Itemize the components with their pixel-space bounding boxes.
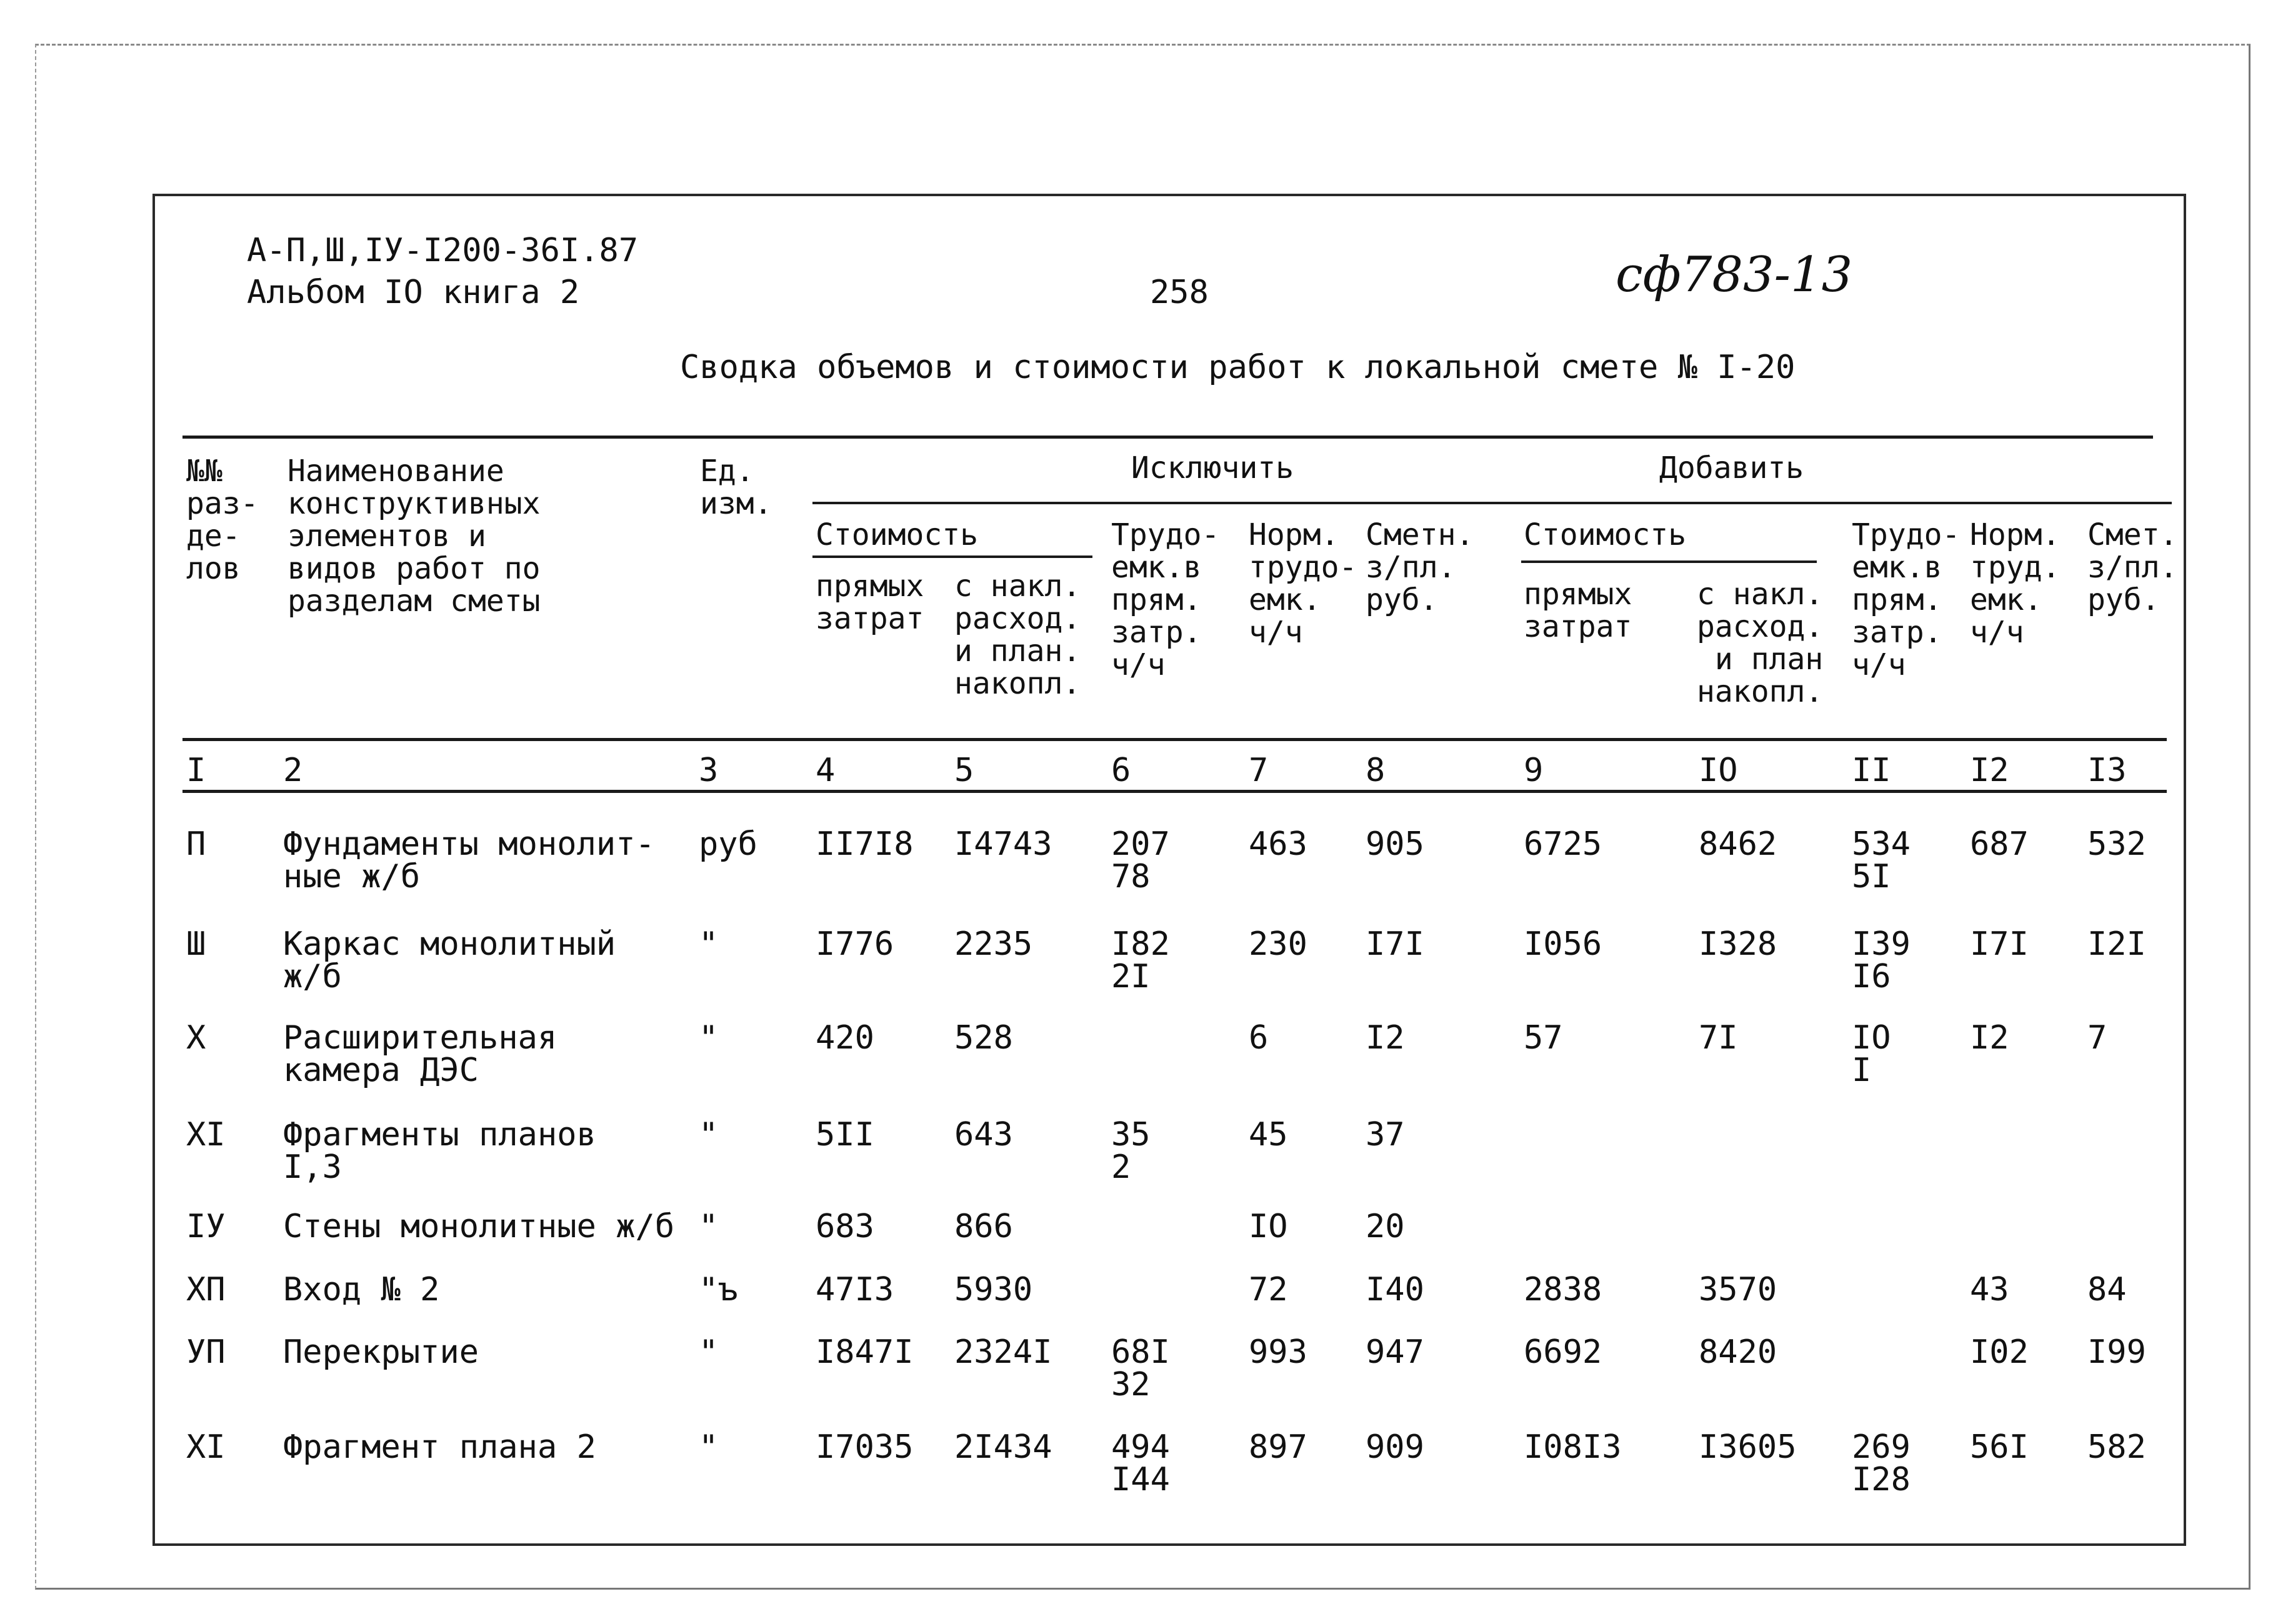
table-cell-c5: I4743 [954,825,1052,863]
table-cell-c1: П [186,825,206,863]
header-bottom-rule [182,738,2167,741]
table-cell-c2: Стены монолитные ж/б [283,1208,675,1245]
header-norm-add: Норм. труд. емк. ч/ч [1970,517,2061,650]
table-cell-c13: 7 [2087,1019,2107,1057]
header-add: Добавить [1659,451,1804,486]
column-number-rule [182,790,2167,793]
header-overhead-exclude: с накл. расход. и план. накопл. [954,569,1081,701]
table-cell-c11: I39 I6 [1852,925,1911,995]
table-cell-c3: " [699,1116,719,1153]
column-number: IO [1699,752,1738,789]
table-cell-c5: 2235 [954,925,1033,963]
table-cell-c7: 463 [1249,825,1307,863]
group-rule [812,502,2172,504]
table-cell-c7: IO [1249,1208,1288,1245]
table-cell-c9: I08I3 [1524,1428,1622,1466]
album-label: Альбом IO книга 2 [247,274,580,311]
header-overhead-add: с накл. расход. и план накопл. [1697,577,1824,709]
table-cell-c13: I99 [2087,1333,2146,1371]
header-unit: Ед. изм. [700,454,772,521]
table-cell-c9: 6692 [1524,1333,1602,1371]
header-labor-exclude: Трудо- емк.в прям. затр. ч/ч [1111,517,1220,682]
table-cell-c1: XI [186,1428,226,1466]
table-cell-c12: 687 [1970,825,2029,863]
table-cell-c3: руб [699,825,757,863]
table-cell-c10: 8420 [1699,1333,1777,1371]
table-cell-c7: 897 [1249,1428,1307,1466]
table-cell-c12: I7I [1970,925,2029,963]
table-cell-c8: 37 [1366,1116,1405,1153]
page-number: 258 [1150,274,1209,311]
table-cell-c4: II7I8 [816,825,914,863]
table-cell-c5: 2I434 [954,1428,1052,1466]
header-wage-add: Смет. з/пл. руб. [2087,517,2178,617]
table-cell-c3: "ъ [699,1271,738,1308]
table-cell-c12: I02 [1970,1333,2029,1371]
table-cell-c7: 72 [1249,1271,1288,1308]
table-cell-c10: I3605 [1699,1428,1797,1466]
table-cell-c2: Перекрытие [283,1333,479,1371]
table-cell-c4: I7035 [816,1428,914,1466]
table-cell-c6: 68I 32 [1111,1333,1170,1403]
table-cell-c7: 993 [1249,1333,1307,1371]
table-cell-c13: 84 [2087,1271,2127,1308]
table-cell-c9: 2838 [1524,1271,1602,1308]
table-cell-c4: 420 [816,1019,874,1057]
table-cell-c3: " [699,1428,719,1466]
column-number: I2 [1970,752,2009,789]
header-norm-exclude: Норм. трудо- емк. ч/ч [1249,517,1357,650]
table-cell-c6: I82 2I [1111,925,1170,995]
header-exclude: Исключить [1131,451,1294,486]
table-cell-c2: Фрагмент плана 2 [283,1428,596,1466]
table-cell-c8: 909 [1366,1428,1424,1466]
table-cell-c5: 5930 [954,1271,1033,1308]
table-top-rule [182,436,2153,439]
column-number: II [1852,752,1891,789]
table-cell-c1: Ш [186,925,206,963]
document-code: А-П,Ш,IУ-I200-36I.87 [247,232,639,269]
table-cell-c2: Фрагменты планов I,3 [283,1116,596,1186]
table-cell-c8: I2 [1366,1019,1405,1057]
table-cell-c4: 5II [816,1116,874,1153]
table-cell-c2: Каркас монолитный ж/б [283,925,616,995]
column-number: 2 [283,752,303,789]
table-cell-c9: 6725 [1524,825,1602,863]
header-direct-exclude: прямых затрат [816,569,924,636]
column-number: 7 [1249,752,1269,789]
table-cell-c4: I776 [816,925,894,963]
table-cell-c5: 643 [954,1116,1013,1153]
table-cell-c5: 2324I [954,1333,1052,1371]
column-number: 9 [1524,752,1544,789]
table-cell-c6: 35 2 [1111,1116,1151,1186]
table-cell-c3: " [699,1019,719,1057]
table-cell-c8: I7I [1366,925,1424,963]
table-cell-c1: X [186,1019,206,1057]
table-cell-c11: 269 I28 [1852,1428,1911,1498]
header-cost-exclude: Стоимость [816,517,979,552]
table-cell-c8: I40 [1366,1271,1424,1308]
header-section-no: №№ раз- де- лов [186,454,259,586]
table-cell-c3: " [699,925,719,963]
table-cell-c9: I056 [1524,925,1602,963]
table-cell-c3: " [699,1208,719,1245]
table-cell-c7: 6 [1249,1019,1269,1057]
table-cell-c2: Вход № 2 [283,1271,440,1308]
table-cell-c1: IУ [186,1208,226,1245]
column-number: 3 [699,752,719,789]
table-cell-c1: XП [186,1271,226,1308]
table-cell-c4: 683 [816,1208,874,1245]
column-number: 6 [1111,752,1131,789]
table-cell-c8: 947 [1366,1333,1424,1371]
table-cell-c11: IO I [1852,1019,1891,1089]
header-name: Наименование конструктивных элементов и видов работ по разделам сметы [287,454,541,619]
table-cell-c1: УП [186,1333,226,1371]
cost-rule-add [1521,560,1817,563]
document-title: Сводка объемов и стоимости работ к локальной смете № I-20 [680,349,1796,386]
table-cell-c8: 20 [1366,1208,1405,1245]
column-number: I3 [2087,752,2127,789]
table-cell-c6: 207 78 [1111,825,1170,895]
table-cell-c2: Расширительная камера ДЭС [283,1019,557,1089]
header-labor-add: Трудо- емк.в прям. затр. ч/ч [1852,517,1961,682]
column-number: 5 [954,752,974,789]
table-cell-c7: 230 [1249,925,1307,963]
column-number: 8 [1366,752,1386,789]
table-cell-c9: 57 [1524,1019,1563,1057]
table-cell-c5: 866 [954,1208,1013,1245]
table-cell-c5: 528 [954,1019,1013,1057]
table-cell-c12: 56I [1970,1428,2029,1466]
table-cell-c12: 43 [1970,1271,2009,1308]
table-cell-c3: " [699,1333,719,1371]
column-number: 4 [816,752,836,789]
table-cell-c12: I2 [1970,1019,2009,1057]
table-cell-c11: 534 5I [1852,825,1911,895]
handwritten-code: сф783-13 [1616,247,1853,303]
table-cell-c2: Фундаменты монолит- ные ж/б [283,825,655,895]
header-wage-exclude: Сметн. з/пл. руб. [1366,517,1474,617]
header-cost-add: Стоимость [1524,517,1687,552]
table-cell-c4: 47I3 [816,1271,894,1308]
column-number: I [186,752,206,789]
table-cell-c13: 532 [2087,825,2146,863]
table-cell-c4: I847I [816,1333,914,1371]
table-cell-c10: 8462 [1699,825,1777,863]
header-direct-add: прямых затрат [1524,577,1632,644]
table-cell-c13: 582 [2087,1428,2146,1466]
table-cell-c10: I328 [1699,925,1777,963]
table-cell-c1: XI [186,1116,226,1153]
table-cell-c13: I2I [2087,925,2146,963]
table-cell-c8: 905 [1366,825,1424,863]
table-cell-c10: 7I [1699,1019,1738,1057]
table-cell-c6: 494 I44 [1111,1428,1170,1498]
table-cell-c10: 3570 [1699,1271,1777,1308]
cost-rule-exclude [812,555,1092,558]
table-cell-c7: 45 [1249,1116,1288,1153]
